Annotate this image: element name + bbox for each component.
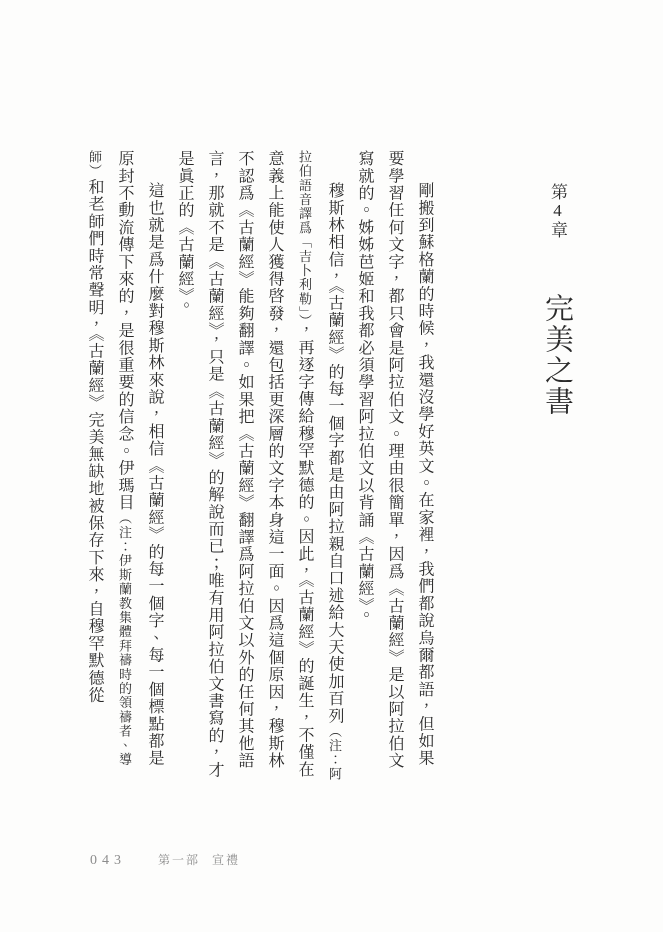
part-label: [158, 853, 240, 867]
part-section-title: 宣禮: [212, 853, 241, 867]
page-footer: [90, 851, 240, 869]
text-segment: 這也就是爲什麼對穆斯林來說，相信《古蘭經》的每一個字、每一個標點都是原封不動流傳下來的，是很重要的信念。伊瑪目: [116, 150, 163, 767]
text-segment: 和老師們時常聲明，《古蘭經》完美無缺地被保存下來，自穆罕默德從: [86, 178, 103, 704]
text-segment: 剛搬到蘇格蘭的時候，我還沒學好英文。在家裡，我們都說烏爾都語，但如果要學習任何文字，都只會是阿拉伯文。理由很簡單，因爲《古蘭經》是以阿拉伯文寫就的。姊姊芭姬和我都必須學習阿拉伯文以背誦《古蘭經》。: [356, 150, 433, 770]
part-name: 第一部: [158, 853, 201, 867]
chapter-title: 完美之書: [541, 293, 573, 417]
inline-note: （注：阿拉伯語音譯爲「吉卜利勒」）: [297, 150, 342, 782]
paragraph: [169, 150, 349, 782]
paragraph: [79, 150, 169, 782]
chapter-heading: [539, 150, 575, 782]
page-content: [78, 150, 575, 782]
body-text: [79, 150, 439, 782]
chapter-number: 第4章: [548, 183, 567, 239]
text-segment: ，再逐字傳給穆罕默德的。因此，《古蘭經》的誕生，不僅在意義上能使人獲得啓發，還包括更深層的文字本身這一面。因爲這個原因，穆斯林不認爲《古蘭經》能夠翻譯。如果把《古蘭經》翻譯爲阿拉伯文以外的任何其他語言，那就不是《古蘭經》，只是《古蘭經》的解說而已；唯有用阿拉伯文書寫的，才是眞正的《古蘭經》。: [176, 150, 313, 779]
page-number: 043: [90, 853, 126, 868]
paragraph: [349, 150, 439, 782]
text-segment: 穆斯林相信，《古蘭經》的每一個字都是由阿拉親自口述給大天使加百列: [326, 182, 343, 725]
inline-note: （注：伊斯蘭教集體拜禱時的領禱者、導師）: [87, 150, 132, 767]
